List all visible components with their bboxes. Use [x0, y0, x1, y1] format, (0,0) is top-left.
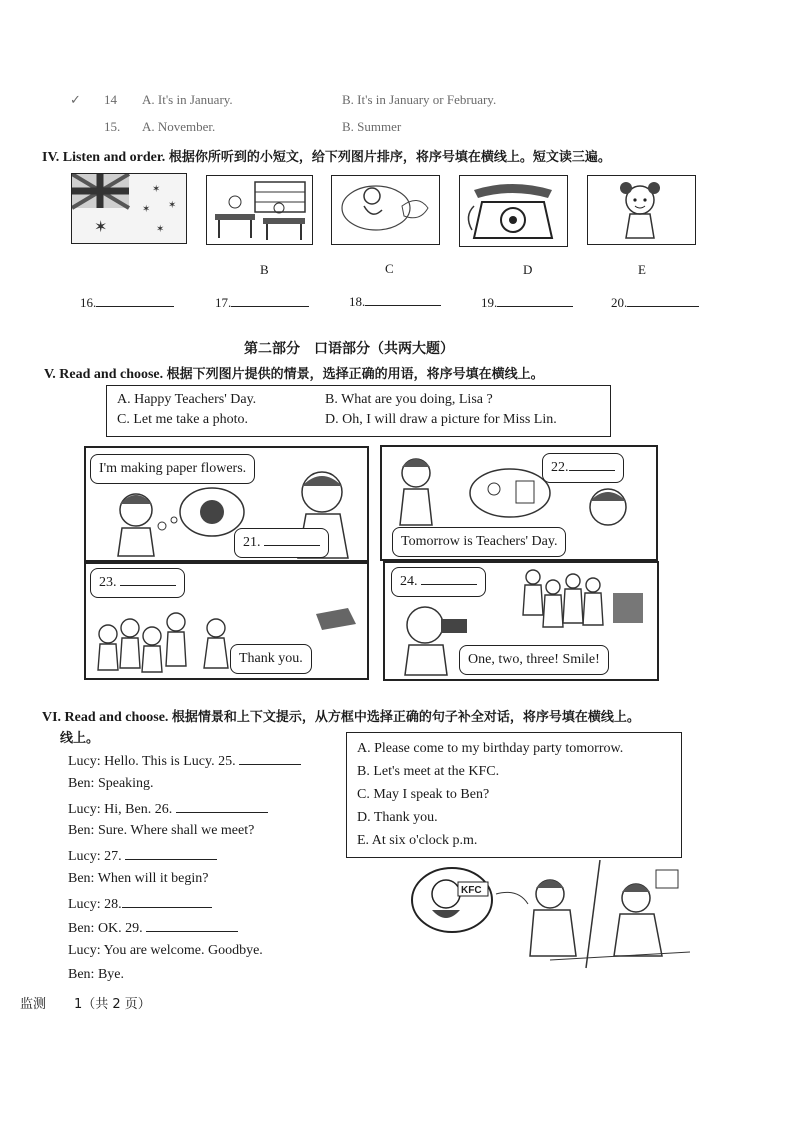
answer-line — [146, 919, 238, 932]
answer-blank-16[interactable] — [80, 294, 174, 311]
answer-line — [176, 800, 268, 813]
blank-label: 20. — [611, 295, 628, 310]
panel-2-speech-bubble: Tomorrow is Teachers' Day. — [392, 527, 566, 557]
library-picture — [206, 175, 313, 245]
dialog-line-8[interactable] — [68, 919, 238, 937]
answer-line — [120, 573, 176, 586]
answer-line — [239, 752, 301, 765]
dialog-text: Lucy: 27. — [68, 849, 122, 864]
dialog-line-6: Ben: When will it begin? — [68, 871, 209, 886]
svg-text:✶: ✶ — [152, 184, 161, 195]
child-thinking-picture — [331, 175, 440, 245]
panel-1-answer-bubble[interactable] — [234, 528, 329, 558]
dialog-line-1[interactable] — [68, 752, 301, 770]
picture-letter-e: E — [638, 262, 646, 277]
blank-label: 19. — [481, 295, 498, 310]
footer-label: 监测 — [20, 997, 47, 1012]
part6-heading — [42, 706, 640, 726]
picture-letter-b: B — [260, 262, 269, 277]
panel-1-speech-bubble: I'm making paper flowers. — [90, 454, 255, 484]
part5-option-c: C. Let me take a photo. — [117, 412, 249, 427]
part5-title-cn: 根据下列图片提供的情景，选择正确的用语，将序号填在横线上。 — [166, 367, 544, 382]
dialog-text: Lucy: Hello. This is Lucy. 25. — [68, 754, 236, 769]
dialog-line-10: Ben: Bye. — [68, 967, 124, 982]
part5-options-box — [106, 385, 611, 437]
dialog-line-5[interactable] — [68, 847, 217, 865]
dialog-text: Ben: OK. 29. — [68, 921, 143, 936]
picture-letter-d: D — [523, 262, 533, 277]
dialog-line-4: Ben: Sure. Where shall we meet? — [68, 823, 255, 838]
part4-title-en: IV. Listen and order. — [42, 150, 166, 165]
panel-4-answer-bubble[interactable] — [391, 567, 486, 597]
kfc-phone-illustration — [400, 860, 690, 970]
svg-text:✶: ✶ — [142, 204, 151, 215]
blank-label: 17. — [215, 295, 232, 310]
answer-line — [264, 533, 320, 546]
part5-option-b: B. What are you doing, Lisa ? — [325, 392, 493, 407]
q15-option-a: A. November. — [142, 119, 216, 134]
q14-option-b: B. It's in January or February. — [342, 92, 497, 107]
telephone-picture — [459, 175, 568, 247]
part-two-header: 第二部分 口语部分（共两大题） — [244, 341, 454, 357]
answer-label: 24. — [400, 574, 418, 589]
answer-line — [569, 458, 615, 471]
blank-label: 16. — [80, 295, 97, 310]
answer-blank-19[interactable] — [481, 294, 573, 311]
answer-line — [497, 294, 573, 307]
panel-2-answer-bubble[interactable] — [542, 453, 624, 483]
part4-heading — [42, 146, 611, 166]
answer-line — [125, 847, 217, 860]
dialog-line-7[interactable] — [68, 895, 212, 913]
part6-title-en: VI. Read and choose. — [42, 710, 169, 725]
part5-option-a: A. Happy Teachers' Day. — [117, 392, 257, 407]
part6-option-e: E. At six o'clock p.m. — [357, 833, 478, 848]
panel-3-answer-bubble[interactable] — [90, 568, 185, 598]
panel-3-speech-bubble: Thank you. — [230, 644, 312, 674]
answer-blank-18[interactable] — [349, 293, 441, 310]
dialog-line-3[interactable] — [68, 800, 268, 818]
scribble-mark: ✓ — [70, 92, 81, 107]
part6-title-cn: 根据情景和上下文提示，从方框中选择正确的句子补全对话，将序号填在横线上。 — [171, 710, 640, 725]
svg-text:✶: ✶ — [168, 200, 177, 211]
answer-blank-17[interactable] — [215, 294, 309, 311]
part6-option-d: D. Thank you. — [357, 810, 438, 825]
comic-panel-4 — [383, 561, 659, 681]
kfc-logo-text: KFC — [461, 885, 482, 896]
part6-option-b: B. Let's meet at the KFC. — [357, 764, 500, 779]
answer-label: 23. — [99, 575, 117, 590]
part5-title-en: V. Read and choose. — [44, 367, 164, 382]
picture-letter-c: C — [385, 261, 394, 276]
dialog-line-2: Ben: Speaking. — [68, 776, 154, 791]
comic-panel-1 — [84, 446, 369, 562]
q15-number: 15. — [104, 119, 121, 134]
answer-blank-20[interactable] — [611, 294, 699, 311]
part5-heading — [44, 363, 544, 383]
panel-4-speech-bubble: One, two, three! Smile! — [459, 645, 609, 675]
part6-options-box — [346, 732, 682, 858]
part6-option-a: A. Please come to my birthday party tomorrow. — [357, 741, 624, 756]
svg-text:✶: ✶ — [156, 224, 165, 235]
part5-option-d: D. Oh, I will draw a picture for Miss Lin. — [325, 412, 557, 427]
answer-label: 22. — [551, 460, 569, 475]
comic-panel-2 — [380, 445, 658, 561]
dialog-text: Lucy: Hi, Ben. 26. — [68, 802, 173, 817]
part4-title-cn: 根据你所听到的小短文，给下列图片排序，将序号填在横线上。短文读三遍。 — [168, 150, 611, 165]
answer-label: 21. — [243, 535, 261, 550]
part6-title-cn-continued: 线上。 — [60, 731, 100, 746]
dialog-text: Lucy: 28. — [68, 897, 122, 912]
answer-line — [627, 294, 699, 307]
q14-option-a: A. It's in January. — [142, 92, 233, 107]
page-number: 1（共 2 页） — [74, 997, 151, 1012]
answer-line — [231, 294, 309, 307]
q15-option-b: B. Summer — [342, 119, 402, 134]
q14-number: 14 — [104, 92, 117, 107]
part6-option-c: C. May I speak to Ben? — [357, 787, 490, 802]
answer-line — [122, 895, 212, 908]
blank-label: 18. — [349, 294, 366, 309]
answer-line — [365, 293, 441, 306]
svg-text:✶: ✶ — [94, 219, 108, 236]
comic-panel-3 — [84, 562, 369, 680]
answer-line — [421, 572, 477, 585]
australia-flag-picture — [71, 173, 187, 244]
girl-picture — [587, 175, 696, 245]
answer-line — [96, 294, 174, 307]
dialog-line-9: Lucy: You are welcome. Goodbye. — [68, 943, 263, 958]
